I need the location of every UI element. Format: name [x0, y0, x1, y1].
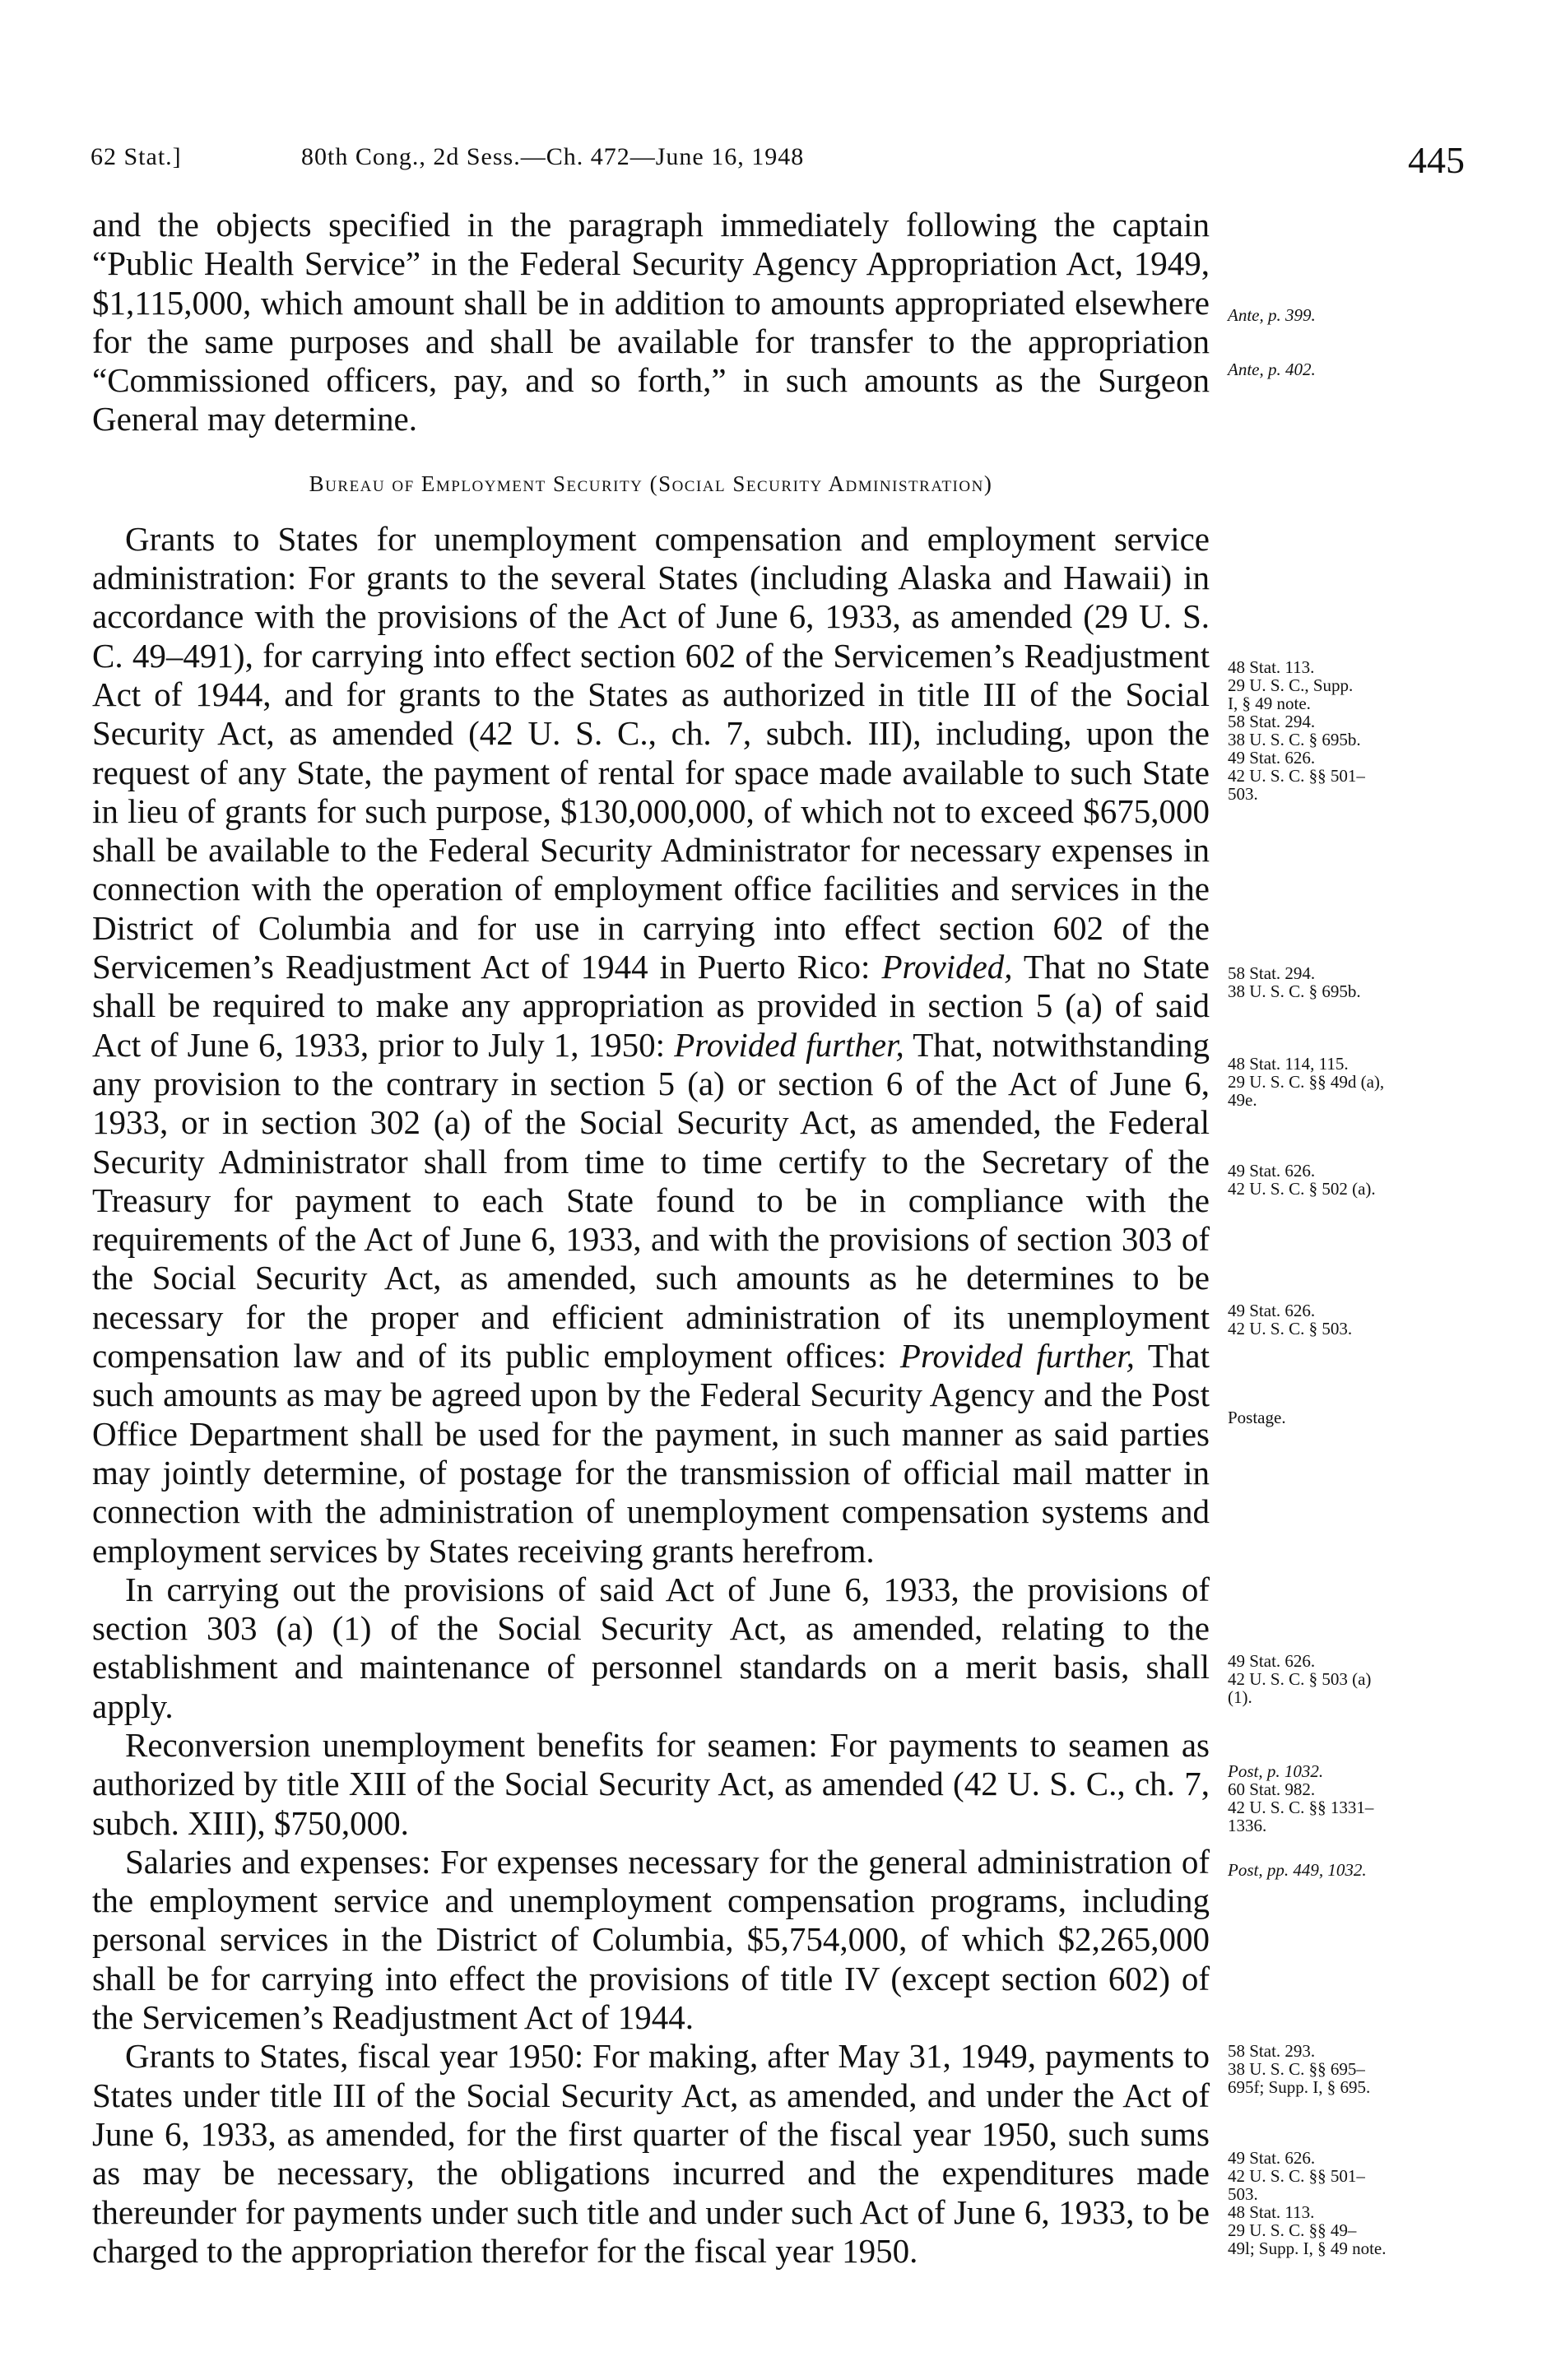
paragraph-grants-unemployment [92, 520, 1210, 1570]
margin-note-line: 42 U. S. C. §§ 501– [1228, 766, 1365, 786]
paragraph-text: That no State shall be required to make any appropriation as provided in section 5 (a) of said Act of June 6, 1933, prior to July 1, 1950: [92, 948, 1210, 1064]
margin-note [1228, 1861, 1466, 1879]
margin-note-line: 29 U. S. C. §§ 49– [1228, 2220, 1357, 2240]
margin-note [1228, 964, 1466, 1000]
margin-note [1228, 2042, 1466, 2096]
margin-note-line: 38 U. S. C. § 695b. [1228, 981, 1361, 1001]
paragraph-merit-basis: In carrying out the provisions of said Act of June 6, 1933, the provisions of section 303 (a) (1) of the Social Security Act, as amended, relating to the establishment and maintenance of personnel standards on a merit basis, shall apply. [92, 1570, 1210, 1725]
statute-volume: 62 Stat.] [91, 143, 182, 170]
paragraph-text: Grants to States for unemployment compensation and employment service administration: For grants to the several States (including Alaska and Hawaii) in accordance with the provisions of the Act of June 6, 1933, as amended (29 U. S. C. 49–491), for carrying into effect section 602 of the Servicemen’s Readjustment Act of 1944, and for grants to the States as authorized in title III of the Social Security Act, as amended (42 U. S. C., ch. 7, subch. III), including, upon the request of any State, the payment of rental for space made available to such State in lieu of grants for such purpose, $130,000,000, of which not to exceed $675,000 shall be available to the Federal Security Administrator for necessary expenses in connection with the operation of employment office facilities and services in the District of Columbia and for use in carrying into effect section 602 of the Servicemen’s Readjustment Act of 1944 in Puerto Rico: [92, 519, 1210, 986]
margin-note-line: 49 Stat. 626. [1228, 2148, 1316, 2168]
margin-note-line: 1336. [1228, 1816, 1267, 1835]
margin-note-line: 58 Stat. 294. [1228, 963, 1316, 983]
margin-note [1228, 1162, 1466, 1198]
margin-note-line: 49e. [1228, 1090, 1257, 1110]
margin-note-line: 48 Stat. 114, 115. [1228, 1054, 1349, 1074]
margin-note-line: 29 U. S. C. §§ 49d (a), [1228, 1072, 1385, 1092]
margin-note-line: 695f; Supp. I, § 695. [1228, 2077, 1371, 2097]
margin-note-line: Ante, p. 399. [1228, 305, 1316, 325]
margin-note [1228, 1408, 1466, 1427]
margin-note-line: 48 Stat. 113. [1228, 657, 1315, 677]
margin-note-line: Postage. [1228, 1408, 1286, 1427]
margin-note-line: Post, pp. 449, 1032. [1228, 1860, 1367, 1880]
margin-note [1228, 658, 1466, 803]
margin-note [1228, 360, 1466, 378]
margin-note-line: 38 U. S. C. § 695b. [1228, 730, 1361, 749]
margin-note-line: 42 U. S. C. § 503. [1228, 1319, 1353, 1338]
margin-note-line: 42 U. S. C. § 502 (a). [1228, 1179, 1376, 1199]
congress-session-chapter: 80th Cong., 2d Sess.—Ch. 472—June 16, 1948 [301, 143, 805, 170]
paragraph-text: That, notwithstanding any provision to the contrary in section 5 (a) or section 6 of the Act of June 6, 1933, or in section 302 (a) of the Social Security Act, as amended, the Federal Security Administrator shall from time to time certify to the Secretary of the Treasury for payment to each State found to be in compliance with the requirements of the Act of June 6, 1933, and with the provisions of section 303 of the Social Security Act, as amended, such amounts as he determines to be necessary for the proper and efficient administration of its unemployment compensation law and of its public employment offices: [92, 1025, 1210, 1376]
main-text-column [92, 206, 1210, 2271]
proviso-italic: Provided further, [674, 1025, 904, 1064]
margin-note [1228, 306, 1466, 324]
margin-note [1228, 1055, 1466, 1109]
paragraph-text: That such amounts as may be agreed upon by the Federal Security Agency and the Post Office Department shall be used for the payment, in such manner as said parties may jointly determine, of postage for the transmission of official mail matter in connection with the administration of unemployment compensation systems and employment services by States receiving grants herefrom. [92, 1337, 1210, 1570]
margin-note-line: 42 U. S. C. §§ 1331– [1228, 1798, 1374, 1817]
paragraph-grants-fy1950: Grants to States, fiscal year 1950: For making, after May 31, 1949, payments to States under title III of the Social Security Act, as amended, and under the Act of June 6, 1933, as amended, for the first quarter of the fiscal year 1950, such sums as may be necessary, the obligations incurred and the expenditures made thereunder for payments under such title and under such Act of June 6, 1933, to be charged to the appropriation therefor for the fiscal year 1950. [92, 2037, 1210, 2270]
margin-note-line: 42 U. S. C. §§ 501– [1228, 2166, 1365, 2186]
margin-note [1228, 1652, 1466, 1706]
section-heading: Bureau of Employment Security (Social Security Administration) [309, 471, 993, 496]
proviso-italic: Provided, [881, 948, 1013, 986]
margin-note-line: 49 Stat. 626. [1228, 1161, 1316, 1181]
margin-note-line: 49 Stat. 626. [1228, 748, 1316, 768]
margin-note-line: (1). [1228, 1687, 1252, 1707]
margin-note-line: 42 U. S. C. § 503 (a) [1228, 1669, 1372, 1689]
margin-note-line: 503. [1228, 2184, 1258, 2204]
paragraph-salaries-expenses: Salaries and expenses: For expenses necessary for the general administration of the employment service and unemployment compensation programs, including personal services in the District of Columbia, $5,754,000, of which $2,265,000 shall be for carrying into effect the provisions of title IV (except section 602) of the Servicemen’s Readjustment Act of 1944. [92, 1842, 1210, 2037]
paragraph-seamen-benefits: Reconversion unemployment benefits for seamen: For payments to seamen as authorized by title XIII of the Social Security Act, as amended (42 U. S. C., ch. 7, subch. XIII), $750,000. [92, 1725, 1210, 1842]
paragraph-public-health-transfer: and the objects specified in the paragraph immediately following the captain “Public Health Service” in the Federal Security Agency Appropriation Act, 1949, $1,115,000, which amount shall be in addition to amounts appropriated elsewhere for the same purposes and shall be available for transfer to the appropriation “Commissioned officers, pay, and so forth,” in such amounts as the Surgeon General may determine. [92, 206, 1210, 438]
margin-note-line: 60 Stat. 982. [1228, 1779, 1316, 1799]
page-number: 445 [1408, 139, 1465, 181]
margin-note-line: 49 Stat. 626. [1228, 1301, 1316, 1320]
margin-note [1228, 1762, 1466, 1835]
margin-note-line: 49 Stat. 626. [1228, 1651, 1316, 1671]
margin-note-line: 48 Stat. 113. [1228, 2202, 1315, 2222]
margin-note-line: 58 Stat. 293. [1228, 2041, 1316, 2061]
margin-note-line: 58 Stat. 294. [1228, 712, 1316, 731]
margin-note [1228, 2149, 1466, 2257]
page-header [91, 138, 1465, 188]
margin-note [1228, 1301, 1466, 1338]
proviso-italic: Provided further, [899, 1337, 1135, 1376]
margin-note-line: 29 U. S. C., Supp. [1228, 675, 1354, 695]
margin-note-line: Post, p. 1032. [1228, 1761, 1324, 1781]
margin-note-line: 38 U. S. C. §§ 695– [1228, 2059, 1365, 2079]
margin-note-line: 503. [1228, 784, 1258, 804]
margin-note-line: Ante, p. 402. [1228, 360, 1316, 379]
margin-note-line: I, § 49 note. [1228, 694, 1311, 713]
margin-note-line: 49l; Supp. I, § 49 note. [1228, 2238, 1387, 2258]
